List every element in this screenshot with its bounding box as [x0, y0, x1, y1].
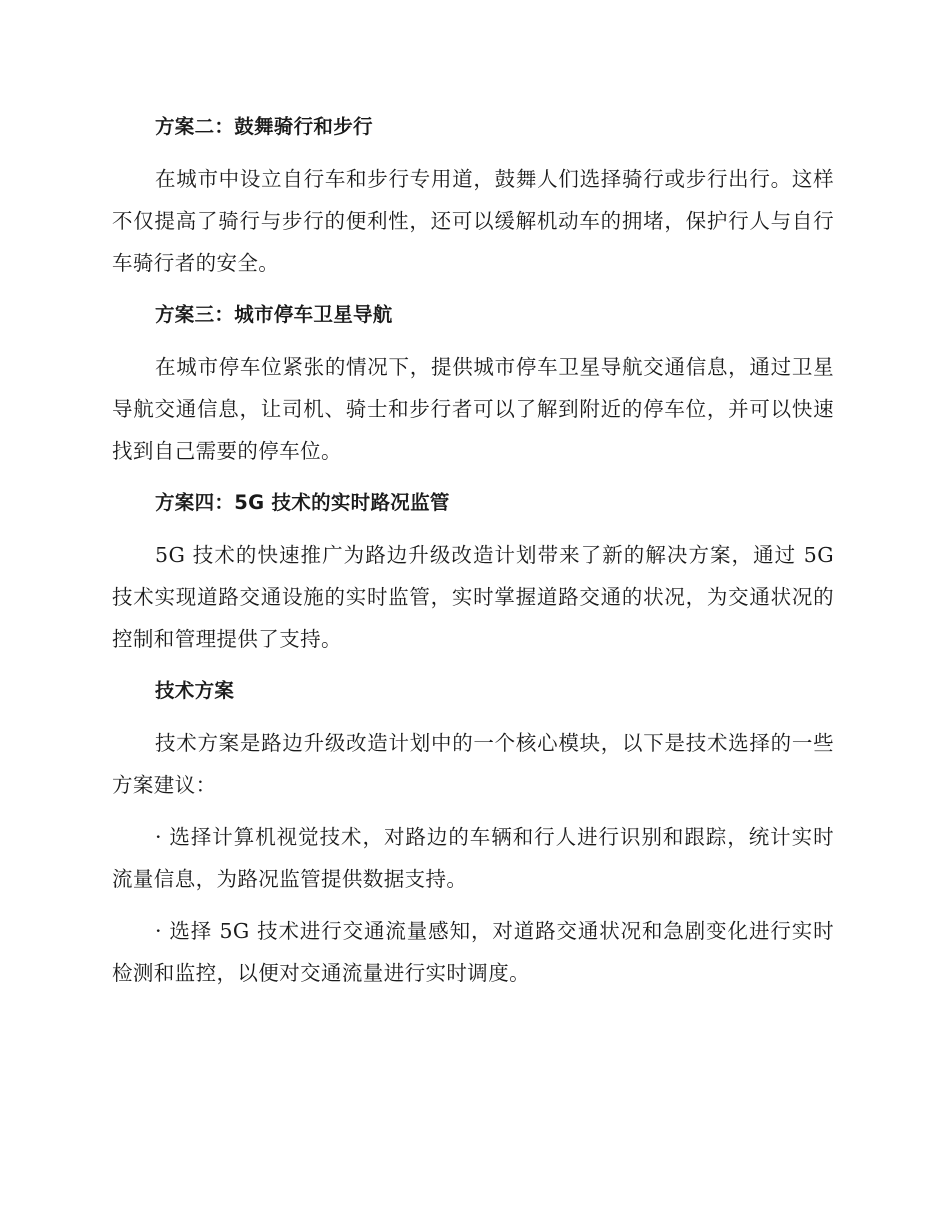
section-paragraph-plan-three: 在城市停车位紧张的情况下，提供城市停车卫星导航交通信息，通过卫星导航交通信息，让司机、骑士和步行者可以了解到附近的停车位，并可以快速找到自己需要的停车位。	[112, 355, 834, 463]
section-paragraph-tech-plan: 技术方案是路边升级改造计划中的一个核心模块，以下是技术选择的一些方案建议：	[112, 731, 834, 797]
section-paragraph-plan-two: 在城市中设立自行车和步行专用道，鼓舞人们选择骑行或步行出行。这样不仅提高了骑行与步行的便利性，还可以缓解机动车的拥堵，保护行人与自行车骑行者的安全。	[112, 167, 834, 275]
bullet-item: · 选择 5G 技术进行交通流量感知，对道路交通状况和急剧变化进行实时检测和监控，以便对交通流量进行实时调度。	[112, 919, 834, 985]
section-heading-plan-two: 方案二：鼓舞骑行和步行	[155, 115, 373, 138]
section-heading-plan-four: 方案四：5G 技术的实时路况监管	[155, 491, 450, 514]
section-paragraph-plan-four: 5G 技术的快速推广为路边升级改造计划带来了新的解决方案，通过 5G 技术实现道路交通设施的实时监管，实时掌握道路交通的状况，为交通状况的控制和管理提供了支持。	[112, 543, 834, 651]
bullet-item: · 选择计算机视觉技术，对路边的车辆和行人进行识别和跟踪，统计实时流量信息，为路况监管提供数据支持。	[112, 825, 834, 891]
section-heading-tech-plan: 技术方案	[155, 679, 235, 702]
section-heading-plan-three: 方案三：城市停车卫星导航	[155, 303, 393, 326]
document-body	[112, 106, 834, 1004]
